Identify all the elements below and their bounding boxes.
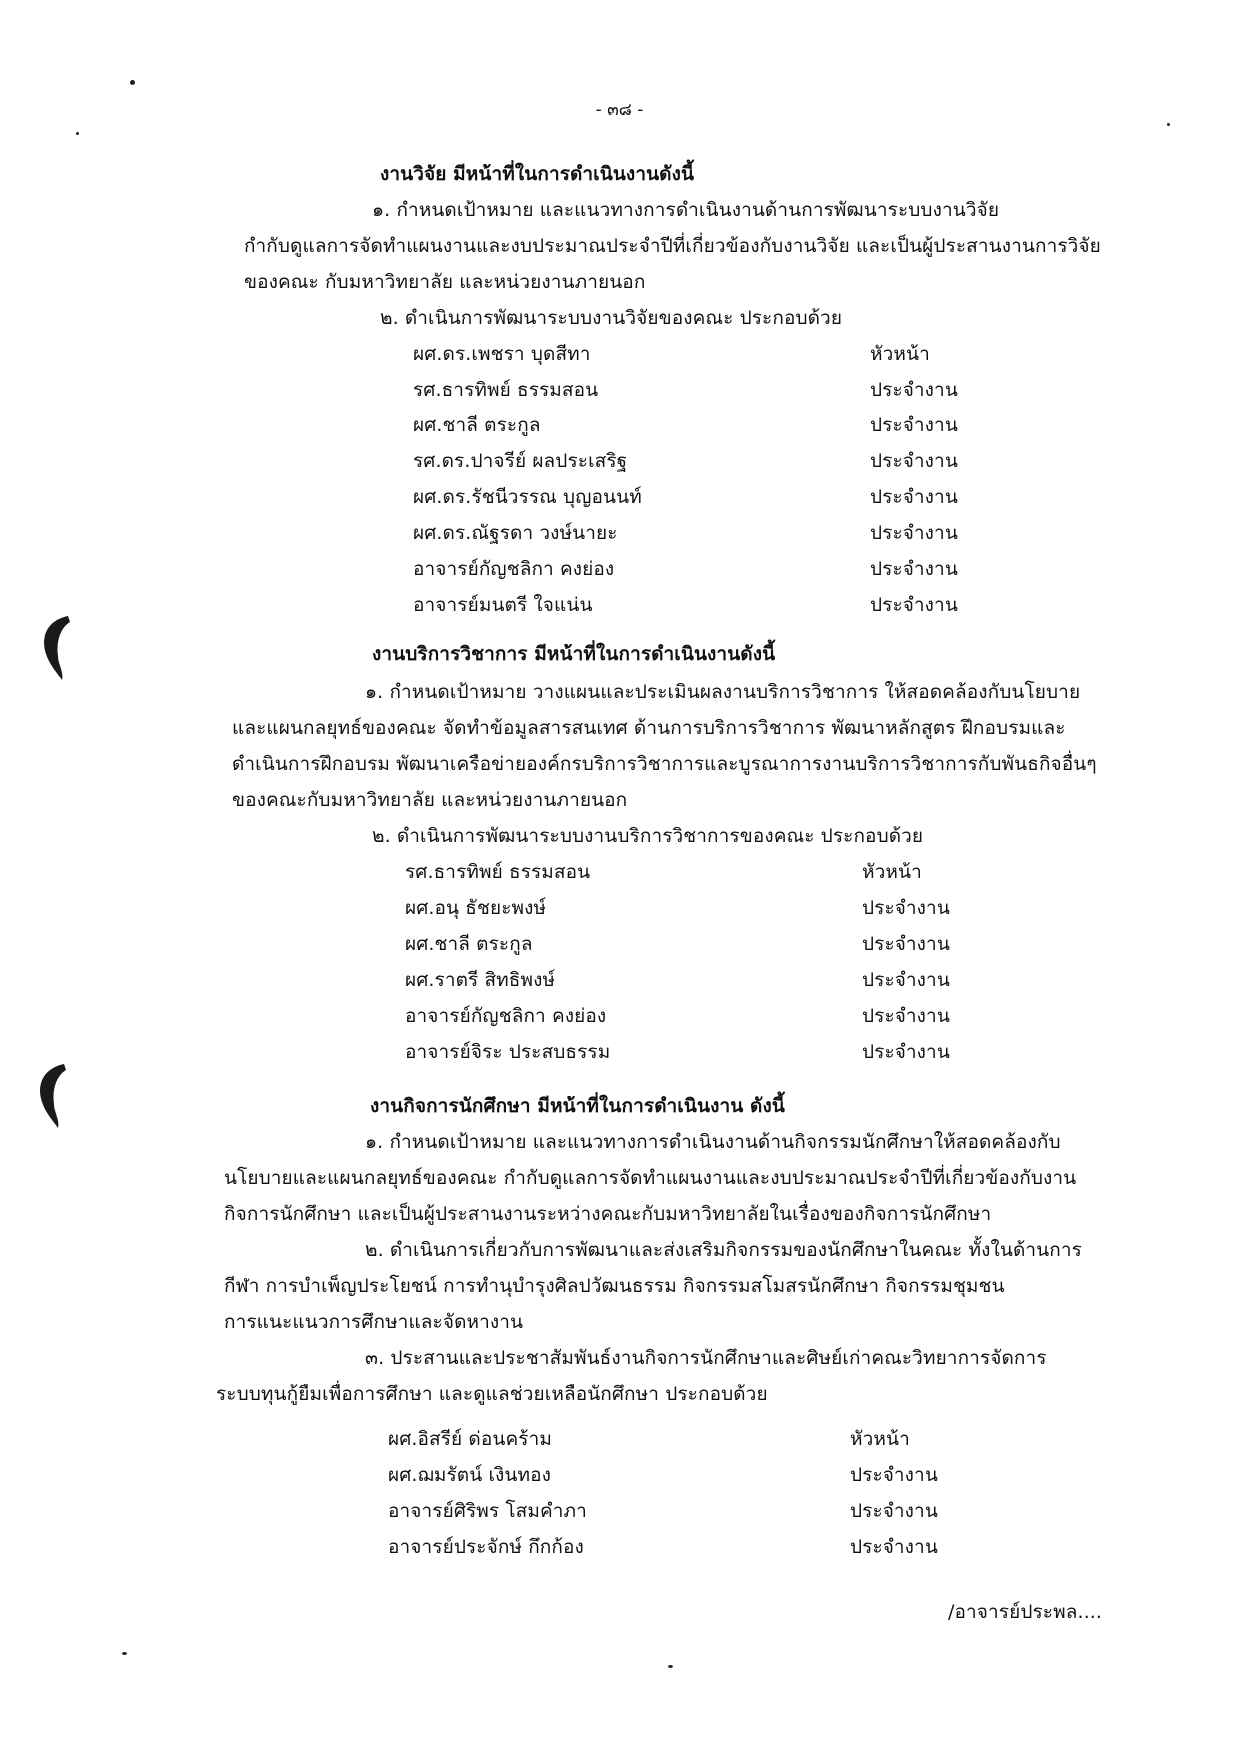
- member-name: อาจารย์กัญชลิกา คงย่อง: [413, 558, 615, 580]
- paragraph-line: ของคณะ กับมหาวิทยาลัย และหน่วยงานภายนอก: [244, 271, 646, 293]
- member-role: ประจำงาน: [850, 1464, 938, 1486]
- member-role: ประจำงาน: [850, 1500, 938, 1522]
- member-role: ประจำงาน: [862, 1041, 950, 1063]
- paragraph-line: ๒. ดำเนินการพัฒนาระบบงานบริการวิชาการของคณะ ประกอบด้วย: [372, 825, 924, 847]
- member-name: ผศ.ชาลี ตระกูล: [405, 933, 533, 955]
- paragraph-line: ๓. ประสานและประชาสัมพันธ์งานกิจการนักศึกษาและศิษย์เก่าคณะวิทยาการจัดการ: [365, 1347, 1047, 1369]
- paragraph-line: ๑. กำหนดเป้าหมาย วางแผนและประเมินผลงานบริการวิชาการ ให้สอดคล้องกับนโยบาย: [365, 681, 1081, 703]
- paragraph-line: นโยบายและแผนกลยุทธ์ของคณะ กำกับดูแลการจัดทำแผนงานและงบประมาณประจำปีที่เกี่ยวข้องกับงาน: [224, 1167, 1077, 1189]
- member-role: ประจำงาน: [870, 379, 958, 401]
- member-role: หัวหน้า: [862, 861, 922, 883]
- member-role: หัวหน้า: [870, 343, 930, 365]
- member-role: ประจำงาน: [862, 1005, 950, 1027]
- member-name: อาจารย์ประจักษ์ กึกก้อง: [388, 1536, 584, 1558]
- paragraph-line: ดำเนินการฝึกอบรม พัฒนาเครือข่ายองค์กรบริการวิชาการและบูรณาการงานบริการวิชาการกับพันธกิจอื่นๆ: [232, 753, 1097, 775]
- binding-hole-mark-icon: [28, 612, 78, 684]
- paragraph-line: ของคณะกับมหาวิทยาลัย และหน่วยงานภายนอก: [232, 789, 628, 811]
- scan-speck: [1167, 123, 1170, 126]
- paragraph-line: กิจการนักศึกษา และเป็นผู้ประสานงานระหว่างคณะกับมหาวิทยาลัยในเรื่องของกิจการนักศึกษา: [224, 1203, 992, 1225]
- member-name: อาจารย์กัญชลิกา คงย่อง: [405, 1005, 607, 1027]
- member-role: ประจำงาน: [870, 594, 958, 616]
- member-name: รศ.ธารทิพย์ ธรรมสอน: [405, 861, 591, 883]
- scan-speck: [668, 1665, 673, 1668]
- member-name: รศ.ดร.ปาจรีย์ ผลประเสริฐ: [413, 450, 628, 472]
- paragraph-line: ๑. กำหนดเป้าหมาย และแนวทางการดำเนินงานด้านกิจกรรมนักศึกษาให้สอดคล้องกับ: [365, 1131, 1061, 1153]
- paragraph-line: การแนะแนวการศึกษาและจัดหางาน: [224, 1311, 524, 1333]
- member-name: ผศ.อนุ ธัชยะพงษ์: [405, 897, 547, 919]
- member-name: อาจารย์ศิริพร โสมคำภา: [388, 1500, 587, 1522]
- member-name: อาจารย์มนตรี ใจแน่น: [413, 594, 593, 616]
- paragraph-line: ๑. กำหนดเป้าหมาย และแนวทางการดำเนินงานด้านการพัฒนาระบบงานวิจัย: [372, 199, 1000, 221]
- member-role: ประจำงาน: [862, 933, 950, 955]
- scan-speck: [76, 132, 79, 135]
- member-name: รศ.ธารทิพย์ ธรรมสอน: [413, 379, 599, 401]
- member-role: ประจำงาน: [862, 897, 950, 919]
- paragraph-line: ระบบทุนกู้ยืมเพื่อการศึกษา และดูแลช่วยเหลือนักศึกษา ประกอบด้วย: [216, 1383, 768, 1405]
- scan-speck: [122, 1652, 127, 1655]
- member-role: ประจำงาน: [870, 450, 958, 472]
- paragraph-line: และแผนกลยุทธ์ของคณะ จัดทำข้อมูลสารสนเทศ ด้านการบริการวิชาการ พัฒนาหลักสูตร ฝึกอบรมและ: [232, 717, 1066, 739]
- member-name: ผศ.ดร.ณัฐรดา วงษ์นายะ: [413, 522, 618, 544]
- scan-speck: [130, 80, 135, 85]
- member-name: ผศ.ราตรี สิทธิพงษ์: [405, 969, 556, 991]
- paragraph-line: ๒. ดำเนินการพัฒนาระบบงานวิจัยของคณะ ประกอบด้วย: [380, 307, 843, 329]
- member-role: ประจำงาน: [870, 414, 958, 436]
- member-role: ประจำงาน: [870, 486, 958, 508]
- paragraph-line: กีฬา การบำเพ็ญประโยชน์ การทำนุบำรุงศิลปวัฒนธรรม กิจกรรมสโมสรนักศึกษา กิจกรรมชุมชน: [224, 1275, 1005, 1297]
- continuation-note: /อาจารย์ประพล....: [948, 1601, 1103, 1623]
- member-role: ประจำงาน: [850, 1536, 938, 1558]
- page-number: - ๓๘ -: [595, 100, 644, 120]
- section-heading-academic-service: งานบริการวิชาการ มีหน้าที่ในการดำเนินงานดังนี้: [372, 643, 776, 665]
- member-role: ประจำงาน: [870, 522, 958, 544]
- section-heading-student-affairs: งานกิจการนักศึกษา มีหน้าที่ในการดำเนินงาน ดังนี้: [370, 1095, 785, 1117]
- member-role: ประจำงาน: [870, 558, 958, 580]
- member-name: ผศ.อิสรีย์ ด่อนคร้าม: [388, 1428, 552, 1450]
- member-name: ผศ.ชาลี ตระกูล: [413, 414, 541, 436]
- section-heading-research: งานวิจัย มีหน้าที่ในการดำเนินงานดังนี้: [380, 163, 695, 185]
- member-role: ประจำงาน: [862, 969, 950, 991]
- member-name: ผศ.ดร.เพชรา บุดสีทา: [413, 343, 591, 365]
- member-name: อาจารย์จิระ ประสบธรรม: [405, 1041, 611, 1063]
- member-name: ผศ.ดร.รัชนีวรรณ บุญอนนท์: [413, 486, 642, 508]
- paragraph-line: กำกับดูแลการจัดทำแผนงานและงบประมาณประจำปีที่เกี่ยวข้องกับงานวิจัย และเป็นผู้ประสานงานการวิจัย: [244, 235, 1101, 257]
- binding-hole-mark-icon: [22, 1060, 72, 1132]
- member-name: ผศ.ฌมรัตน์ เงินทอง: [388, 1464, 552, 1486]
- paragraph-line: ๒. ดำเนินการเกี่ยวกับการพัฒนาและส่งเสริมกิจกรรมของนักศึกษาในคณะ ทั้งในด้านการ: [365, 1239, 1082, 1261]
- member-role: หัวหน้า: [850, 1428, 910, 1450]
